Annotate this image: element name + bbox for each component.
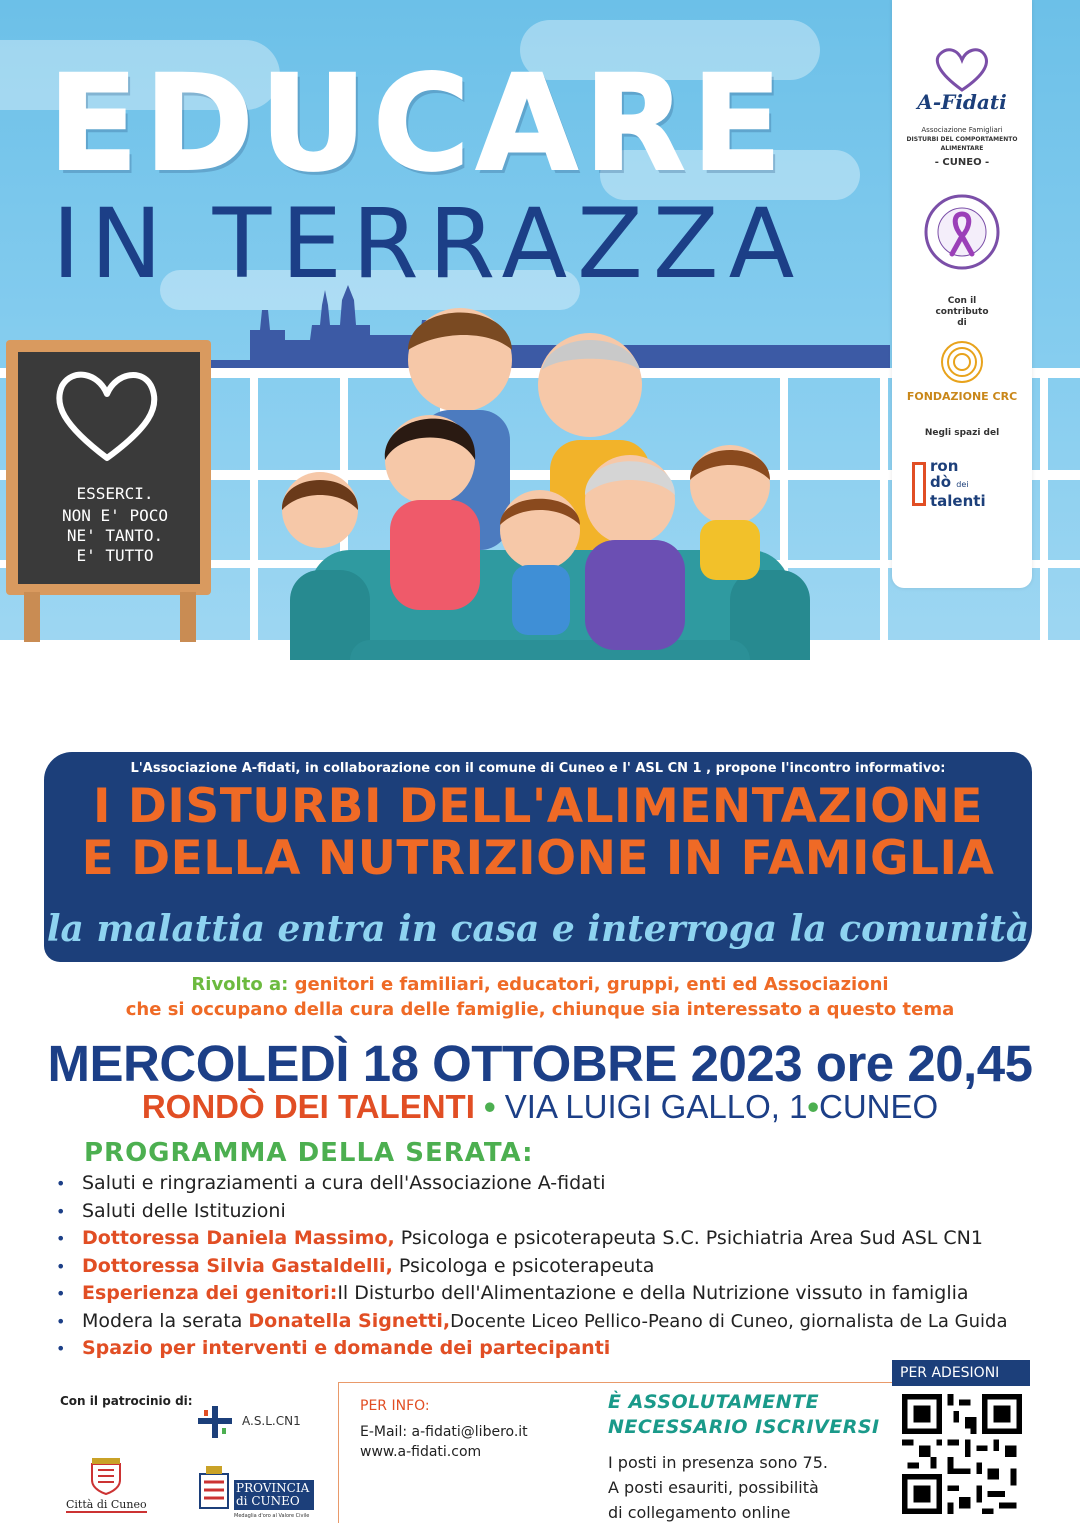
contrib-label: Con il contributo di	[935, 296, 989, 328]
chalkboard	[0, 330, 235, 640]
crc-label: FONDAZIONE CRC	[906, 390, 1018, 403]
target-label: Rivolto a:	[191, 974, 289, 995]
program-item: • Saluti e ringraziamenti a cura dell'Associazione A-fidati	[56, 1172, 606, 1194]
target-audience	[40, 972, 1040, 1022]
board-line-1: ESSERCI.	[76, 484, 154, 503]
banner-intro: L'Associazione A-fidati, in collaborazione con il comune di Cuneo e l' ASL CN 1 , propone l'incontro informativo:	[130, 761, 946, 776]
info-website[interactable]: www.a-fidati.com	[360, 1444, 482, 1460]
info-label: PER INFO:	[360, 1398, 430, 1414]
board-line-4: E' TUTTO	[76, 546, 154, 565]
sep-1: •	[484, 1088, 496, 1125]
seats-info	[608, 1450, 828, 1525]
program-list	[56, 1170, 1066, 1363]
heart-icon	[52, 366, 162, 466]
board-line-2: NON E' POCO	[62, 506, 168, 525]
registration-required	[608, 1390, 880, 1440]
event-place	[40, 1088, 1040, 1126]
sep-2: •	[807, 1088, 819, 1125]
provincia-label	[234, 1480, 314, 1510]
program-item: • Esperienza dei genitori:Il Disturbo dell'Alimentazione e della Nutrizione vissuto in famiglia	[56, 1282, 969, 1304]
program-title: PROGRAMMA DELLA SERATA:	[84, 1138, 534, 1168]
venue-name: RONDÒ DEI TALENTI	[141, 1088, 475, 1125]
must-line2: NECESSARIO ISCRIVERSI	[608, 1416, 880, 1438]
board-line-3: NE' TANTO.	[66, 526, 164, 545]
target-line1: genitori e familiari, educatori, gruppi, enti ed Associazioni	[294, 974, 889, 995]
venue-address: VIA LUIGI GALLO, 1	[504, 1088, 808, 1125]
fondazione-crc-logo	[930, 338, 994, 386]
program-item: • Dottoressa Silvia Gastaldelli, Psicologa e psicoterapeuta	[56, 1254, 655, 1277]
seats-line3: di collegamento online	[608, 1503, 791, 1522]
event-tagline: la malattia entra in casa e interroga la comunità	[46, 908, 1030, 950]
ribbon-seal-logo	[922, 192, 1002, 272]
target-line2: che si occupano della cura delle famiglie, chiunque sia interessato a questo tema	[125, 999, 955, 1020]
afidati-name: A-Fidati	[917, 90, 1007, 114]
cuneo-crest-icon	[88, 1456, 124, 1496]
program-item: • Modera la serata Donatella Signetti,Docente Liceo Pellico-Peano di Cuneo, giornalista de La Guida	[56, 1309, 1008, 1332]
qr-code[interactable]	[902, 1394, 1022, 1514]
family-illustration	[280, 300, 820, 660]
provincia-crest-icon	[196, 1464, 232, 1516]
event-date: MERCOLEDÌ 18 OTTOBRE 2023 ore 20,45	[47, 1035, 1033, 1092]
asl-cross-logo	[196, 1404, 236, 1440]
title-educare: EDUCARE	[48, 47, 788, 201]
program-item: • Spazio per interventi e domande dei partecipanti	[56, 1337, 611, 1359]
rondo-dei: dei	[956, 480, 969, 489]
provincia-line2: di CUNEO	[236, 1494, 300, 1508]
asl-label: A.S.L.CN1	[242, 1414, 301, 1428]
afidati-sub1: Associazione Famigliari	[921, 126, 1003, 134]
afidati-sub3: ALIMENTARE	[940, 145, 984, 152]
rondo-talenti: talenti	[930, 492, 986, 510]
rondo-logo-text	[930, 458, 986, 509]
afidati-heart-logo	[932, 48, 992, 92]
rondo-do: dò	[930, 473, 952, 491]
citta-label: Città di Cuneo	[66, 1498, 147, 1511]
event-title	[44, 781, 1032, 885]
event-title-line2: E DELLA NUTRIZIONE IN FAMIGLIA	[81, 831, 995, 886]
seats-line2: A posti esauriti, possibilità	[608, 1478, 819, 1497]
must-line1: È ASSOLUTAMENTE	[608, 1391, 820, 1413]
program-item: • Saluti delle Istituzioni	[56, 1199, 286, 1222]
rondo-ron: ron	[930, 457, 959, 475]
hero-illustration	[0, 0, 1080, 660]
provincia-sub: Medaglia d'oro al Valore Civile	[234, 1513, 310, 1519]
seats-line1: I posti in presenza sono 75.	[608, 1453, 828, 1472]
spaces-label: Negli spazi del	[924, 428, 1000, 438]
program-item: • Dottoressa Daniela Massimo, Psicologa e psicoterapeuta S.C. Psichiatria Area Sud ASL CN1	[56, 1227, 983, 1249]
adesioni-label: PER ADESIONI	[892, 1360, 1030, 1386]
title-in-terrazza: IN TERRAZZA	[52, 188, 805, 300]
info-email[interactable]: E-Mail: a-fidati@libero.it	[360, 1424, 528, 1440]
sponsor-column	[892, 0, 1032, 588]
venue-city: CUNEO	[818, 1088, 939, 1125]
patronage-label: Con il patrocinio di:	[60, 1394, 193, 1408]
afidati-city: - CUNEO -	[934, 157, 990, 168]
rondo-logo-mark	[912, 462, 926, 506]
provincia-line1: PROVINCIA	[236, 1481, 310, 1495]
afidati-sub2: DISTURBI DEL COMPORTAMENTO	[906, 136, 1018, 143]
event-title-line1: I DISTURBI DELL'ALIMENTAZIONE	[93, 779, 983, 834]
